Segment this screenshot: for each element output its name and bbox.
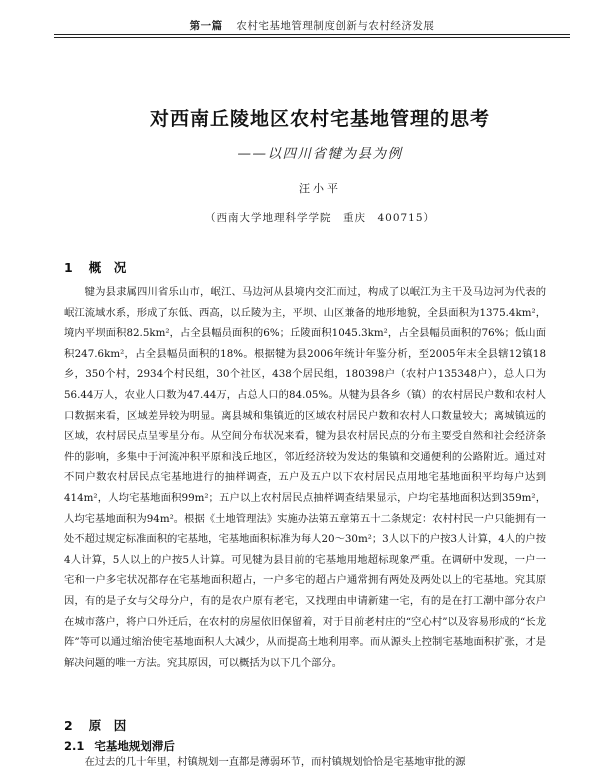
section-2-number: 2 bbox=[64, 718, 73, 733]
subsection-2-1-title: 宅基地规划滞后 bbox=[94, 739, 175, 753]
header-rule bbox=[54, 34, 570, 35]
article-subtitle: ——以四川省犍为县为例 bbox=[237, 146, 403, 162]
running-header-title: 农村宅基地管理制度创新与农村经济发展 bbox=[236, 20, 435, 32]
running-header-chapter: 第一篇 bbox=[189, 20, 223, 32]
section-2-title: 原 因 bbox=[88, 718, 127, 733]
article-affiliation: （西南大学地理科学学院 重庆 400715） bbox=[204, 212, 436, 224]
section-1-heading bbox=[64, 258, 126, 276]
subsection-2-1-paragraph: 在过去的几十年里，村镇规划一直都是薄弱环节，而村镇规划恰恰是宅基地审批的源 bbox=[84, 756, 466, 768]
running-header bbox=[54, 18, 570, 33]
section-1-paragraph: 犍为县隶属四川省乐山市，岷江、马边河从县境内交汇而过，构成了以岷江为主干及马边河为代表的岷江流域水系，形成了东低、西高，以丘陵为主，平坝、山区兼备的地形地貌，全县面积为1375.4km²，境内平坝面积82.5km²，占全县幅员面积的6%；丘陵面积1045.3km²，占全县幅员面积的76%；低山面积247.6km²，占全县幅员面积的18%。根据犍为县2006年统计年鉴分析，至2005年末全县辖12镇18乡，350个村，2934个村民组，30个社区，438个居民组，180398户（农村户135348户），总人口为56.44万人，农业人口数为47.44万，占总人口的84.05%。从犍为县各乡（镇）的农村居民户数和农村人口数据来看，区域差异较为明显。离县城和集镇近的区域农村居民户数和农村人口数量较大；离城镇远的区域，农村居民点呈零星分布。从空间分布状况来看，犍为县农村居民点的分布主要受自然和社会经济条件的影响，多集中于河流冲积平原和浅丘地区，邻近经济较为发达的集镇和交通便利的公路附近。通过对不同户数农村居民点宅基地进行的抽样调查，五户及五户以下农村居民点用地宅基地面积平均每户达到414m²，人均宅基地面积99m²；五户以上农村居民点抽样调查结果显示，户均宅基地面积达到359m²，人均宅基地面积为94m²。根据《土地管理法》实施办法第五章第五十二条规定：农村村民一户只能拥有一处不超过规定标准面积的宅基地，宅基地面积标准为每人20～30m²；3人以下的户按3人计算，4人的户按4人计算，5人以上的户按5人计算。可见犍为县目前的宅基地用地超标现象严重。在调研中发现，一户一宅和一户多宅状况都存在宅基地面积超占，一户多宅的超占户通常拥有两处及两处以上的宅基地。究其原因，有的是子女与父母分户，有的是农户原有老宅，又找理由申请新建一宅，有的是在打工潮中部分农户在城市落户，将户口外迁后，在农村的房屋依旧保留着，对于目前老村庄的“空心村”以及容易形成的“长龙阵”等可以通过缩治使宅基地面积人大减少，从而提高土地利用率。而从源头上控制宅基地面积扩张，才是解决问题的唯一方法。究其原因，可以概括为以下几个部分。 bbox=[64, 286, 546, 669]
header-rule-thin bbox=[54, 37, 570, 38]
section-2-heading bbox=[64, 716, 126, 734]
section-1-title: 概 况 bbox=[88, 260, 127, 275]
section-1-number: 1 bbox=[64, 260, 73, 275]
article-author: 汪小平 bbox=[299, 182, 341, 195]
subsection-2-1-number: 2.1 bbox=[64, 739, 85, 753]
article-title: 对西南丘陵地区农村宅基地管理的思考 bbox=[149, 108, 490, 130]
